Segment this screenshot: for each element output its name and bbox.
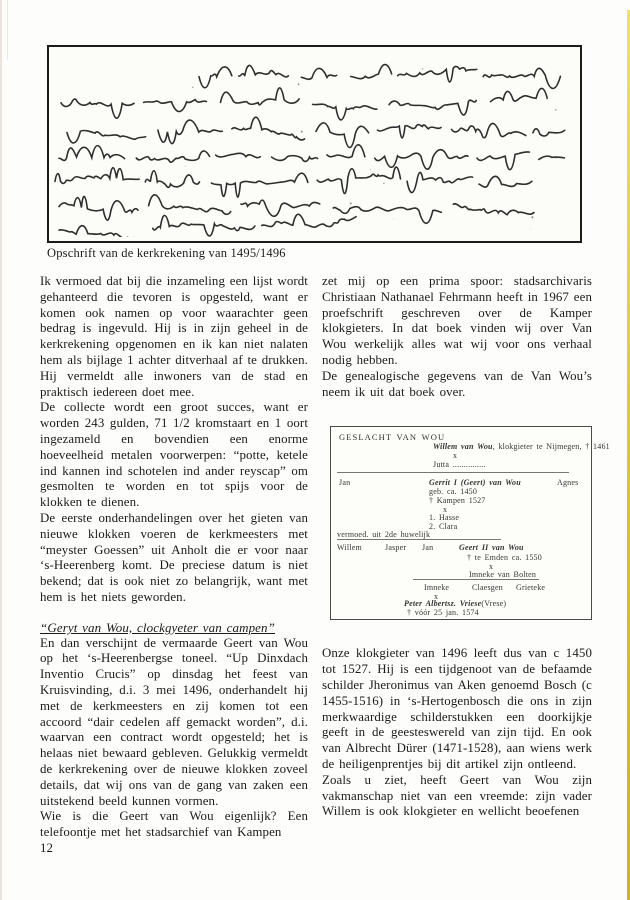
left-column — [40, 274, 308, 857]
gen2-born: geb. ca. 1450 — [429, 487, 478, 497]
gen4-marriage-x: x — [434, 592, 439, 602]
generation-divider-line — [413, 579, 539, 580]
gen3-name: Geert II van Wou — [459, 543, 524, 553]
body-paragraph: De genealogische gegevens van de Van Wou’s neem ik uit dat boek over. — [322, 368, 592, 399]
gen1-person — [433, 442, 610, 452]
generation-divider-line — [337, 539, 501, 540]
gen2-name: Gerrit I (Geert) van Wou — [429, 478, 521, 488]
genealogy-chart — [330, 426, 610, 620]
manuscript-figure — [47, 45, 582, 243]
gen2-note: vermoed. uit 2de huwelijk — [337, 530, 431, 540]
gen2-spouse1: 1. Hasse — [429, 513, 460, 523]
scan-edge-artifact-left — [0, 0, 2, 900]
gen3-died: † te Emden ca. 1550 — [467, 553, 542, 563]
body-paragraph: Wie is die Geert van Wou eigenlijk? Een telefoontje met het stadsarchief van Kampen — [40, 809, 308, 840]
figure-caption: Opschrift van de kerkrekening van 1495/1496 — [47, 246, 286, 260]
gen2-spouse2: 2. Clara — [429, 522, 458, 532]
gen4-spouse — [404, 599, 507, 609]
right-column — [322, 274, 610, 820]
manuscript-handwriting-image — [49, 47, 576, 237]
gen4-child: Claesgen — [472, 583, 503, 593]
body-paragraph: De eerste onderhandelingen over het gieten van nieuwe klokken voeren de kerkmeesters met “meyster Goessen” uit Anholt die er voor naar ‘s-Heerenberg komt. De preciese datum is niet bekend; dat is ook niet zo belangrijk, want met hem is het niets geworden. — [40, 510, 308, 604]
gen4-spouse-alt: (Vrese) — [481, 599, 507, 609]
section-heading: “Geryt van Wou, clockgyeter van campen” — [40, 619, 275, 635]
gen2-child: Agnes — [557, 478, 579, 488]
body-paragraph: Zoals u ziet, heeft Geert van Wou zijn vakmanschap niet van een vreemde: zijn vader Willem is ook klokgieter en wellicht beoefenen — [322, 772, 592, 819]
gen2-child: Jan — [339, 478, 351, 488]
gen1-details: , klokgieter te Nijmegen, † 1461 — [492, 442, 610, 452]
gen2-died: † Kampen 1527 — [429, 496, 486, 506]
gen4-died: † vóór 25 jan. 1574 — [407, 608, 479, 618]
gen1-name: Willem van Wou — [433, 442, 493, 452]
gen1-spouse: Jutta ............... — [433, 460, 486, 470]
scan-edge-artifact-left-faint — [7, 0, 8, 60]
generation-divider-line — [337, 472, 569, 473]
gen4-child: Imneke — [424, 583, 450, 593]
gen2-marriage-x: x — [443, 505, 448, 515]
gen1-marriage-x: x — [453, 451, 458, 461]
body-paragraph: zet mij op een prima spoor: stadsarchivaris Christiaan Nathanael Fehrmann heeft in 1967 een proefschrift geschreven over de Kamper klokgieters. In dat boek vinden wij over Van Wou werkelijk alles wat wij voor ons verhaal nodig hebben. — [322, 274, 592, 367]
body-paragraph: Onze klokgieter van 1496 leeft dus van c 1450 tot 1527. Hij is een tijdgenoot van de befaamde schilder Jheronimus van Aken genoemd Bosch (c 1455-1516) in ‘s-Hertogenbosch die ons in zijn merkwaardige schilderstukken een doorkijkje geeft in de geesteswereld van zijn tijd. En ook van Albrecht Dürer (1471-1528), aan wiens werk de heiligenprentjes bij dit artikel zijn ontleend. — [322, 646, 592, 771]
body-paragraph: En dan verschijnt de vermaarde Geert van Wou op het ‘s-Heerenbergse toneel. “Up Dinxdach Inventio Crucis” op dinsdag het feest van Kruisvinding, d.i. 3 mei 1496, onderhandelt hij met de kerkmeesters en zij komen tot een accoord “dair cedelen aff gemackt worden”, d.i. waarvan een contract wordt opgesteld; het is helaas niet bewaard gebleven. Gelukkig vermeldt de kerkrekening over de nieuwe klokken zoveel details, dat wij ons van de gang van zaken een uitstekend beeld kunnen vormen. — [40, 635, 308, 808]
gen3-spouse: Imneke van Bolten — [469, 570, 537, 580]
gen3-marriage-x: x — [489, 562, 494, 572]
gen3-child: Jan — [422, 543, 434, 553]
gen3-child: Willem — [337, 543, 362, 553]
body-paragraph: Ik vermoed dat bij die inzameling een lijst wordt gehanteerd die tevoren is opgesteld, want er komen ook namen op voor waarachter geen bedrag is ingevuld. Hij is in zijn geheel in de kerkrekening opgenomen en ik kan niet nalaten hem als bijlage 1 achter ditverhaal af te drukken. Hij vermeldt alle inwoners van de stad en praktisch iedereen doet mee. — [40, 274, 308, 399]
gen4-child: Grieteke — [516, 583, 546, 593]
gen4-spouse-name: Peter Albertsz. Vriese — [404, 599, 482, 609]
gen3-child: Jasper — [385, 543, 407, 553]
page-number: 12 — [40, 840, 54, 855]
body-paragraph: De collecte wordt een groot succes, want er worden 243 gulden, 71 1/2 kromstaart en 1 oort ingezameld en bovendien een enorme hoeveelheid metalen voorwerpen: “potte, ketele ind kannen ind schotelen ind ander reyscap” om gesmolten te worden en tot spijs voor de klokken te dienen. — [40, 400, 308, 510]
genealogy-title: GESLACHT VAN WOU — [339, 432, 446, 443]
